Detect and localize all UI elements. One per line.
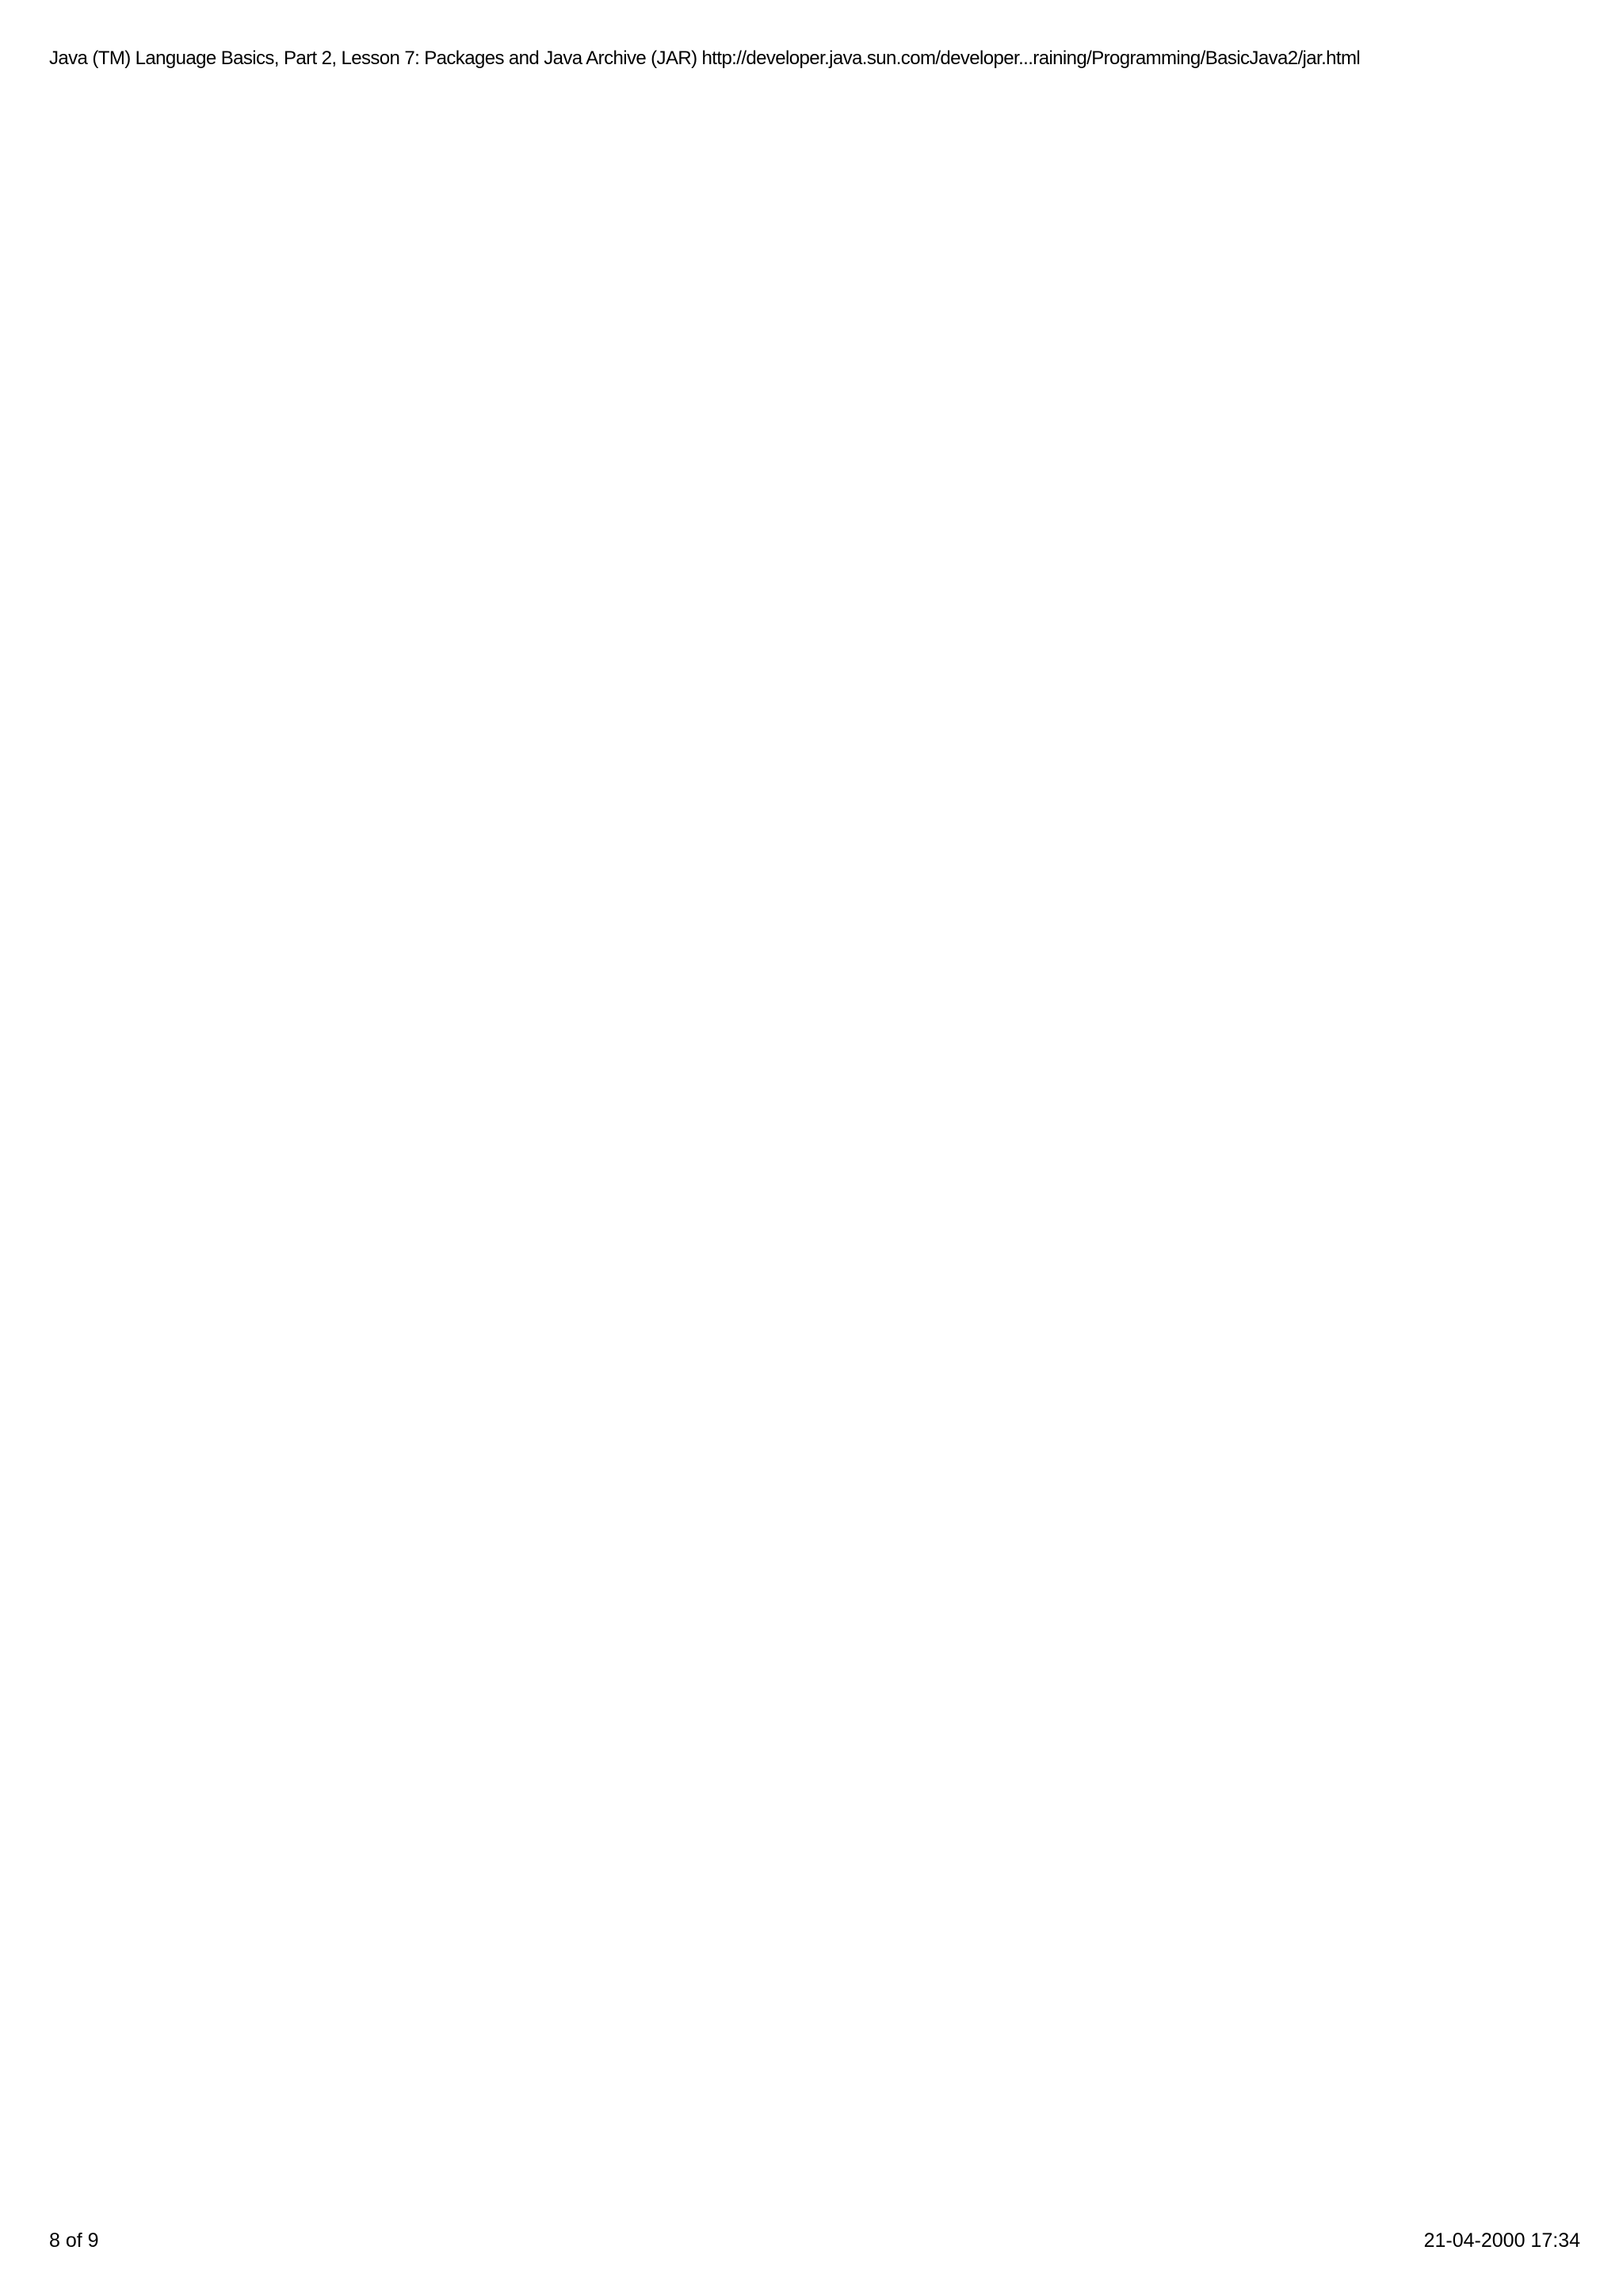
print-date: 21-04-2000 17:34 — [1423, 2229, 1580, 2252]
page-number: 8 of 9 — [49, 2229, 99, 2252]
print-header: Java (TM) Language Basics, Part 2, Lesson 7: Packages and Java Archive (JAR) http://developer.java.sun.com/developer...raining/Programming/BasicJava2/jar.html — [49, 48, 1361, 69]
